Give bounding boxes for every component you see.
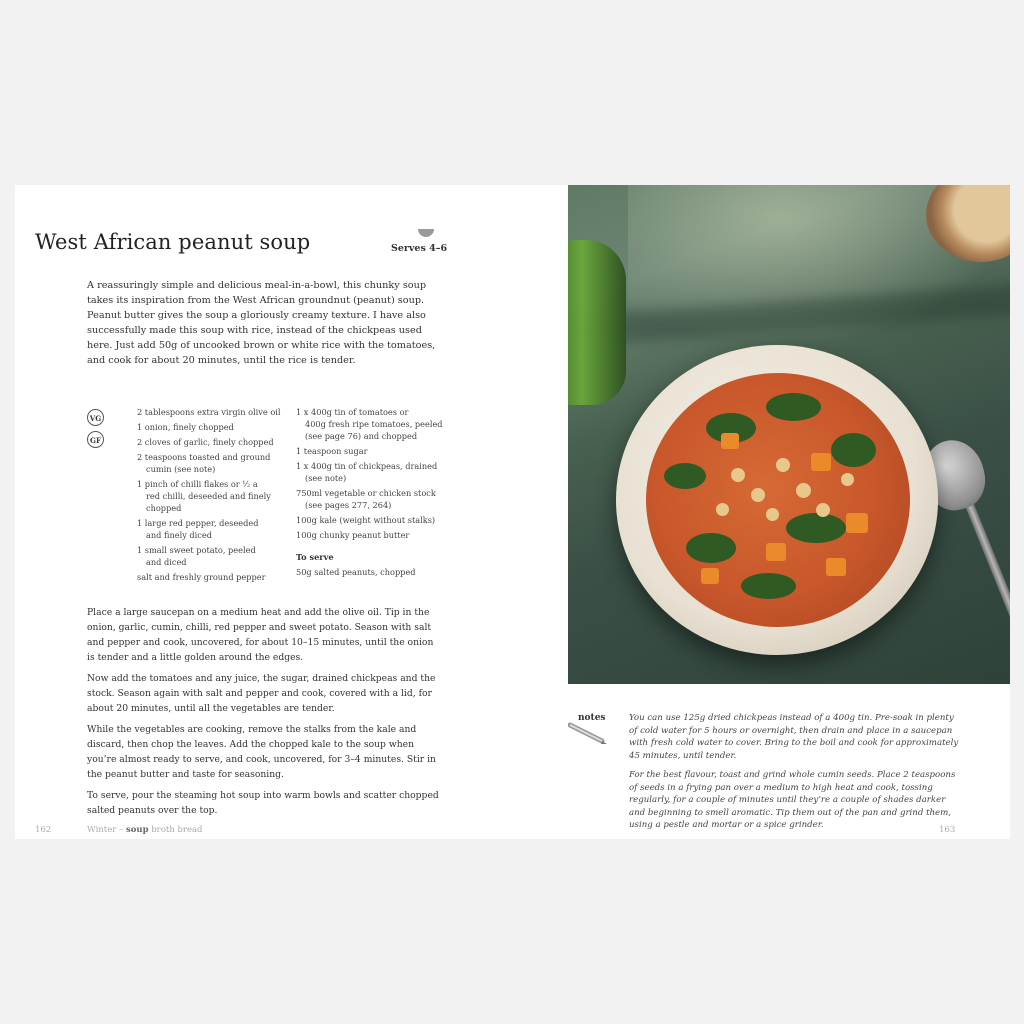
photo-chickpea [751,488,765,502]
vegan-badge: VG [87,409,104,426]
right-page [568,185,1010,839]
bowl-icon [418,229,434,238]
ingredient-item: salt and freshly ground pepper [137,572,266,582]
photo-kale [741,573,796,599]
photo-kale [686,533,736,563]
photo-squash [826,558,846,576]
other-chapters: broth bread [151,825,203,835]
serves-label: Serves 4–6 [391,243,448,254]
left-page [15,185,568,839]
photo-squash [846,513,868,533]
section-label: Winter – [87,825,124,835]
photo-kale [786,513,846,543]
page-number-right: 163 [939,825,956,835]
photo-chickpea [816,503,830,517]
ingredients-column-2 [296,406,446,581]
photo-squash [701,568,719,584]
method-step: To serve, pour the steaming hot soup into warm bowls and scatter chopped salted peanuts over the top. [87,790,439,816]
note-paragraph: For the best flavour, toast and grind whole cumin seeds. Place 2 teaspoons of seeds in a frying pan over a medium to high heat and cook, tossing regularly, for a couple of minutes until they’re a couple of shades darker and beginning to smell aromatic. Tip them out of the pan and grind them, using a pestle and mortar or a spice grinder. [629,770,956,830]
to-serve-item: 50g salted peanuts, chopped [296,567,416,577]
ingredient-item: 1 teaspoon sugar [296,446,368,456]
running-footer [87,825,203,835]
ingredient-item: 2 teaspoons toasted and ground cumin (see note) [137,452,271,474]
ingredient-item: 1 onion, finely chopped [137,422,234,432]
gluten-free-badge: GF [87,431,104,448]
ingredient-item: 100g kale (weight without stalks) [296,515,436,525]
current-chapter: soup [125,825,149,835]
photo-kale [766,393,821,421]
photo-soup [646,373,910,627]
ingredient-item: 750ml vegetable or chicken stock (see pages 277, 264) [296,488,436,510]
ingredient-item: 2 cloves of garlic, finely chopped [137,437,274,447]
ingredient-item: 100g chunky peanut butter [296,530,410,540]
soup-photo [568,185,1010,684]
book-spread [15,185,1010,839]
photo-chickpea [796,483,811,498]
photo-chickpea [716,503,729,516]
method-step: Now add the tomatoes and any juice, the sugar, drained chickpeas and the stock. Season again with salt and pepper and cook, covered with a lid, for about 20 minutes, until all the vegetables are tender. [87,673,436,714]
photo-spoon-handle [963,498,1010,668]
notes-text [629,712,959,839]
to-serve-heading: To serve [296,552,334,562]
page-number-left: 162 [35,825,52,835]
photo-kale [831,433,876,467]
ingredient-item: 1 pinch of chilli flakes or ½ a red chilli, deseeded and finely chopped [137,479,271,513]
photo-squash [811,453,831,471]
photo-chickpea [841,473,854,486]
photo-squash [721,433,739,449]
note-paragraph: You can use 125g dried chickpeas instead of a 400g tin. Pre-soak in plenty of cold water for 5 hours or overnight, then drain and place in a saucepan with fresh cold water to cover. Bring to the boil and cook for approximately 45 minutes, until tender. [629,713,959,761]
ingredients-column-1 [137,406,282,586]
photo-green-glass [568,240,626,405]
photo-chickpea [731,468,745,482]
ingredient-item: 1 small sweet potato, peeled and diced [137,545,256,567]
method-step: While the vegetables are cooking, remove the stalks from the kale and discard, then chop the leaves. Add the chopped kale to the soup when you’re almost ready to serve, and cook, uncovered, for 3–4 minutes. Stir in the peanut butter and taste for seasoning. [87,724,436,780]
method-step: Place a large saucepan on a medium heat and add the olive oil. Tip in the onion, garlic, cumin, chilli, red pepper and sweet potato. Season with salt and pepper and cook, uncovered, for about 10–15 minutes, until the onion is tender and a little golden around the edges. [87,607,434,663]
photo-chickpea [766,508,779,521]
recipe-intro: A reassuringly simple and delicious meal-in-a-bowl, this chunky soup takes its inspiration from the West African groundnut (peanut) soup. Peanut butter gives the soup a gloriously creamy texture. I have also successfully made this soup with rice, instead of the chickpeas used here. Just add 50g of uncooked brown or white rice with the tomatoes, and cook for about 20 minutes, until the rice is tender. [87,280,436,366]
ingredient-item: 1 x 400g tin of tomatoes or 400g fresh ripe tomatoes, peeled (see page 76) and chopped [296,407,443,441]
photo-squash [766,543,786,561]
photo-kale [664,463,706,489]
recipe-title: West African peanut soup [35,230,311,254]
method [87,605,439,824]
photo-chickpea [776,458,790,472]
ingredient-item: 1 x 400g tin of chickpeas, drained (see note) [296,461,438,483]
notes-label: notes [578,713,606,723]
ingredient-item: 1 large red pepper, deseeded and finely diced [137,518,259,540]
ingredient-item: 2 tablespoons extra virgin olive oil [137,407,281,417]
